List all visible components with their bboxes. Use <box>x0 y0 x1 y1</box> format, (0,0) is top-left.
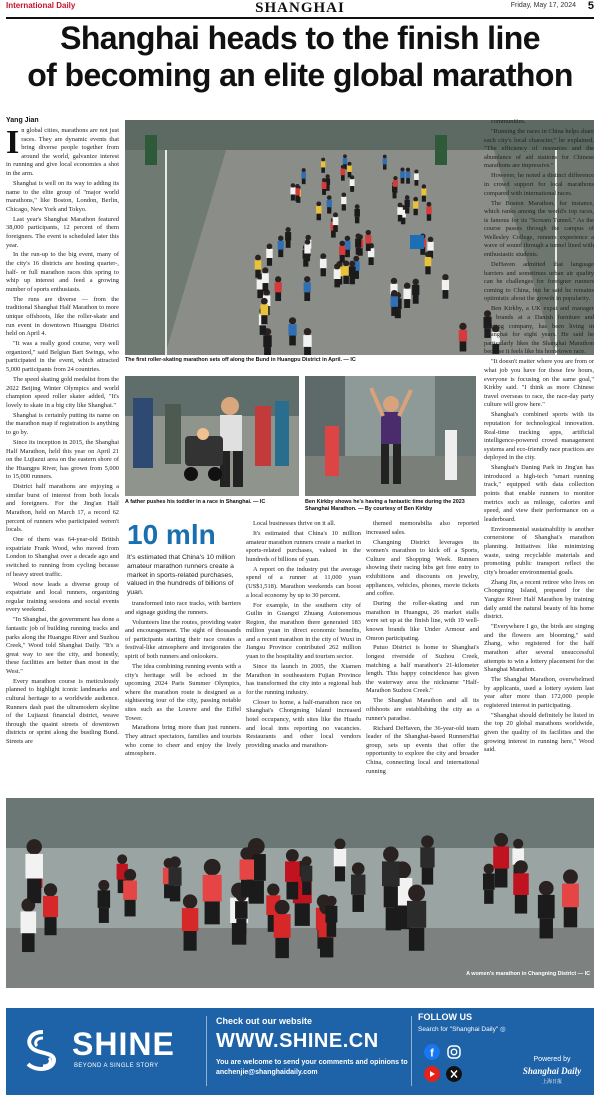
shine-ad-banner <box>6 1008 594 1095</box>
runner-figure <box>483 864 495 904</box>
byline: Yang Jian <box>6 117 39 124</box>
article-paragraph: The runs are diverse — from the traditional Shanghai Half Marathon to more unique offshoots, like the roller-skate and run event in downtown Huangpu District held on April 4. <box>6 295 119 338</box>
skater-figure <box>393 176 398 193</box>
article-paragraph: Closer to home, a half-marathon race on Shanghai's Chongming Island increased hotel occupancy, with sites like the Huadu and local inns reporting no vacancies. Restaurants and other local vendors providing snacks and marathon- <box>246 698 361 749</box>
article-paragraph: Shanghai's Daning Park in Jing'an has introduced a high-tech "smart running track," equipped with data collection points that enable runners to monitor metrics such as mileage, calories and speed, and view their performance on a leaderboard. <box>484 464 594 523</box>
runner-figure <box>301 856 312 895</box>
svg-text:f: f <box>430 1047 434 1060</box>
runner-figure <box>203 859 222 925</box>
article-paragraph: Changning District leverages its women's marathon to kick off a Sports, Culture and Shopping Week. Runners showing their racing bibs get free entry to exhibitions and discounts on jewelry, appliances, vehicles, phones, movie tickets and coffee. <box>366 538 479 598</box>
skater-figure <box>413 197 418 215</box>
article-column-1 <box>6 127 119 791</box>
article-paragraph: Richard DeHaven, the 36-year-old team leader of the Shanghai-based RunnersHai group, sets up events that offer the opportunity to explore the city and broader China, connecting local and international running <box>366 724 479 775</box>
skater-figure <box>403 283 410 308</box>
shine-logo-icon <box>22 1030 64 1074</box>
skater-figure <box>320 253 327 276</box>
skater-figure <box>285 227 291 248</box>
skater-figure <box>341 192 346 210</box>
x-icon[interactable] <box>446 1066 462 1082</box>
skater-figure <box>303 328 311 355</box>
article-paragraph: Wood now leads a diverse group of expatriate and local runners, organizing regular training sessions and social events every weekend. <box>6 580 119 614</box>
article-paragraph: Marathons bring more than just runners. They attract spectators, families and tourists who come to cheer and enjoy the lively atmosphere. <box>125 724 241 758</box>
skater-figure <box>343 260 350 284</box>
skater-figure <box>349 261 356 285</box>
shanghai-daily-chinese: 上海日报 <box>541 1079 562 1085</box>
runner-figure <box>25 839 43 899</box>
runner-figure <box>407 885 426 951</box>
article-paragraph: District half marathons are enjoying a similar burst of interest from both locals and foreigners. For the Jing'an Half Marathon, held on March 17, a record 62 percent of runners who participated weren't locals. <box>6 483 119 534</box>
masthead: SHANGHAI <box>255 0 345 16</box>
skater-figure <box>365 230 371 251</box>
headline <box>0 20 600 94</box>
runner-figure <box>334 838 346 881</box>
youtube-icon[interactable] <box>424 1066 440 1082</box>
shanghai-daily-logo: Shanghai Daily <box>522 1066 582 1076</box>
article-paragraph: In global cities, marathons are not just races. They are dynamic events that bring diverse people together from around the world, galvanize interest in running and give local economies a shot in the arm. <box>6 127 119 177</box>
skater-figure <box>355 233 361 254</box>
article-paragraph: Local businesses thrive on it all. <box>253 520 336 527</box>
article-paragraph: It's estimated that China's 10 million amateur marathon runners create a market in sports-related purchases, valued in the hundreds of billions of yuan. <box>246 529 361 563</box>
page-number: 5 <box>587 0 594 12</box>
article-column-3 <box>246 520 361 792</box>
skater-figure <box>350 175 355 192</box>
article-paragraph: The speed skating gold medalist from the 2022 Beijing Winter Olympics and world champion speed roller skater added, "It's lovely to skate in a big city like Shanghai." <box>6 375 119 409</box>
article-paragraph: Putuo District is home to Shanghai's longest riverside of Suzhou Creek, matching a half marathon's 21-kilometer length. This happy coincidence has given the waterway area the nickname "Half-Marathon Suzhou Creek." <box>366 644 479 695</box>
article-paragraph: Last year's Shanghai Marathon featured 38,000 participants, 12 percent of them foreigners. The event is scheduled later this year. <box>6 215 119 249</box>
article-paragraph: During the roller-skating and run marathon in Huangpu, 26 market stalls were set up at the finish line, with 19 well-known brands like Under Armour and Omron participating. <box>366 600 479 642</box>
runner-figure <box>351 862 365 912</box>
skater-figure <box>255 255 262 278</box>
article-paragraph: "In Shanghai, the government has done a fantastic job of building running tracks and parks along the Huangpu River and Suzhou Creek," Wood told Shanghai Daily. "It's a great way to see the city, and honestly, these facilities are better than most in the West." <box>6 616 119 675</box>
article-paragraph: communities. <box>491 118 526 125</box>
skater-figure <box>421 184 426 201</box>
pull-quote-number: 10 mln <box>127 519 216 550</box>
skater-figure <box>262 267 269 291</box>
runner-figure <box>20 898 36 952</box>
article-column-5 <box>484 118 594 792</box>
article-paragraph: Shanghai is certainly putting its name on the marathon map if registration is anything to go by. <box>6 411 119 436</box>
article-paragraph: One of them was 64-year-old British expatriate Frank Wood, who moved from London to Shanghai over a decade ago and switched to running from cycling because of heavy street traffic. <box>6 536 119 578</box>
skater-figure <box>288 317 296 345</box>
skater-figure <box>321 158 325 173</box>
skater-figure <box>383 155 387 170</box>
article-paragraph: "Running the races in China helps share each city's local character," he explained. "The efficiency of resources and the abundance of aid stations for Chinese marathons are impressive." <box>484 127 594 170</box>
runner-figure <box>168 856 181 901</box>
article-paragraph: Volunteers line the routes, providing water and encouragement. The sight of thousands of participants starting their race creates a festival-like atmosphere and invigorates the spirit of both runners and onlookers. <box>125 618 241 660</box>
article-paragraph: The Shanghai Marathon, overwhelmed by applicants, used a lottery system last year after more than 172,000 people registered interest in participating. <box>484 676 594 709</box>
article-paragraph: Shanghai is well on its way to adding its name to the elite group of "major world marathons," like Boston, London, Berlin, Chicago, New York and Tokyo. <box>6 179 119 213</box>
skater-figure <box>347 162 352 178</box>
article-paragraph: themed memorabilia also reported increased sales. <box>366 520 479 536</box>
article-paragraph: Environmental sustainability is another cornerstone of Shanghai's marathon planning. Initiatives like minimizing waste, using recyclable materials and promoting public transport reflect the city's broader environmental goals. <box>484 525 594 576</box>
skater-figure <box>275 276 282 301</box>
skater-figure <box>397 203 402 222</box>
skater-figure <box>304 276 311 301</box>
runner-figure <box>98 880 111 923</box>
feedback-text: You are welcome to send your comments and opinions to anchenjie@shanghaidaily.com <box>216 1059 408 1076</box>
skater-figure <box>301 168 306 184</box>
runner-figure <box>562 869 579 927</box>
skater-figure <box>405 195 410 213</box>
skater-figure <box>260 298 268 325</box>
skater-figure <box>290 183 295 200</box>
skater-figure <box>425 251 432 274</box>
runner-figure <box>493 833 509 887</box>
runner-figure <box>382 847 400 908</box>
article-paragraph: Shanghai's combined sports with its reputation for technological innovation. Real-time tracking apps, artificial intelligence-powered crowd management systems and eco-friendly race practices are deployed in the city. <box>484 411 594 462</box>
article-paragraph: transformed into race tracks, with barriers and signage guiding the runners. <box>125 600 241 616</box>
article-paragraph: "Shanghai should definitely be listed in the top 20 global marathons worldwide, given the quality of its facilities and the growing interest in running here," Wood said. <box>484 711 594 754</box>
skater-figure <box>400 167 405 183</box>
article-paragraph: However, he noted a distinct difference in crowd support for local marathons compared with international races. <box>484 172 594 197</box>
article-paragraph: The idea combining running events with a city's heritage will be echoed in the upcoming 2024 Paris Summer Olympics, where the marathon route is designed as a sightseeing tour of the city, passing notable sites such as the Louvre and the Eiffel Tower. <box>125 662 241 722</box>
kirkby-photo <box>305 376 476 496</box>
skater-figure <box>333 212 339 232</box>
article-paragraph: Since its launch in 2005, the Xiamen Marathon in southeastern Fujian Province has transformed the city into a regional hub for the running industry. <box>246 663 361 696</box>
skater-figure <box>327 195 332 213</box>
article-paragraph: "It was a really good course, very well organized," said Belgian Bart Swings, who participated in the event, which attracted 5,000 participants from 24 countries. <box>6 340 119 373</box>
skater-figure <box>304 239 310 261</box>
pull-quote-text: It's estimated that China's 10 million amateur marathon runners create a market in sports-related purchases, valued in the hundreds of billions of yuan. <box>127 554 235 597</box>
skaters-caption: The first roller-skating marathon sets off along the Bund in Huangpu District in April. — IC <box>125 357 356 363</box>
runner-figure <box>420 835 434 884</box>
skater-figure <box>459 323 467 352</box>
follow-us-label: FOLLOW US <box>418 1012 472 1022</box>
runner-figure <box>43 883 58 935</box>
runner-figure <box>538 881 555 939</box>
drop-cap: I <box>6 127 20 161</box>
father-photo <box>125 376 299 496</box>
article-paragraph: Every marathon course is meticulously planned to highlight iconic landmarks and cultural heritage to a worldwide audience. Runners dash past the ultramodern skyline of the Lujiazui financial district, weave through the quaint streets of downtown districts or sprint along the bustling Bund. Streets are <box>6 677 119 746</box>
wechat-icon: ◎ <box>499 1026 506 1033</box>
footer-divider-2 <box>411 1016 412 1086</box>
article-paragraph: DeHaven admitted that language barriers and sometimes urban air quality can be challenges for foreigner runners coming to China, but he said he remains optimistic about the growth in popularity. <box>484 261 594 303</box>
article-paragraph: "It doesn't matter where you are from or what job you have for those few hours, everyone is focusing on the same goal," Kirkby said. "I think as more Chinese travel overseas to race, the race-day party culture will grow here." <box>484 358 594 409</box>
instagram-icon[interactable] <box>446 1044 462 1060</box>
runner-figure <box>274 900 291 958</box>
kirkby-caption: Ben Kirkby shows he's having a fantastic time during the 2023 Shanghai Marathon. — By courtesy of Ben Kirkby <box>305 499 465 512</box>
skater-figure <box>412 279 419 304</box>
father-caption: A father pushes his toddler in a race in Shanghai. — IC <box>125 499 266 505</box>
women-marathon-caption: A women's marathon in Changning District — IC <box>466 971 590 977</box>
skater-figure <box>295 184 300 201</box>
article-paragraph: Zhang Jin, a recent retiree who lives on Chongming Island, prepared for the Yangtze River Half Marathon by training daily amid the natural beauty of his home district. <box>484 578 594 621</box>
pull-quote <box>127 520 242 598</box>
article-column-4 <box>366 520 479 792</box>
runner-figure <box>285 849 300 899</box>
page-header <box>0 0 600 16</box>
facebook-icon[interactable] <box>424 1044 440 1060</box>
skater-figure <box>334 263 341 287</box>
runner-figure <box>123 869 137 917</box>
headline-line-2: of becoming an elite global marathon <box>27 57 573 93</box>
skater-figure <box>339 241 345 263</box>
skater-figure <box>322 178 327 195</box>
skater-figure <box>442 274 449 299</box>
runner-figure <box>513 860 528 913</box>
skater-figure <box>354 204 360 223</box>
header-rule <box>6 17 594 19</box>
article-paragraph: The Shanghai Marathon and all its offshoots are establishing the city as a runner's paradise. <box>366 697 479 722</box>
skater-figure <box>341 165 346 181</box>
article-paragraph: Ben Kirkby, a UK expat and manager for brands at a Danish furniture and lighting company, has been living in Shanghai for eight years. He said he particularly likes the Shanghai Marathon because it feels like his hometown race. <box>484 305 594 356</box>
footer-divider <box>206 1016 207 1086</box>
powered-by-label: Powered by <box>533 1056 571 1063</box>
skater-figure <box>406 168 411 184</box>
website-link[interactable]: WWW.SHINE.CN <box>216 1030 379 1052</box>
checkout-text: Check out our website <box>216 1016 313 1026</box>
search-hint: Search for "Shanghai Daily" ◎ <box>418 1026 506 1033</box>
runner-figure <box>325 896 337 937</box>
article-column-2 <box>125 600 241 792</box>
article-paragraph: A report on the industry put the average spend of a runner at 11,000 yuan (US$1,518). Marathon weekends can boost a local economy by up to 30 percent. <box>246 565 361 599</box>
skater-figure <box>426 202 431 221</box>
runner-figure <box>182 894 198 950</box>
runner-figure <box>240 847 255 897</box>
article-paragraph: "Everywhere I go, the birds are singing and the flowers are blooming," said Zhang, who registered for the half marathon after several unsuccessful attempts to win a lottery placement for the Shanghai Marathon. <box>484 623 594 674</box>
skater-figure <box>266 244 272 266</box>
skater-figure <box>316 201 321 220</box>
women-marathon-photo <box>6 798 594 988</box>
article-paragraph: In the run-up to the big event, many of the city's 16 districts are hosting quarter-, half- or full marathon races this spring to whip up interest and feed a growing number of sports enthusiasts. <box>6 251 119 293</box>
shine-tagline: BEYOND A SINGLE STORY <box>74 1063 159 1069</box>
issue-date: Friday, May 17, 2024 <box>510 2 576 9</box>
article-paragraph: For example, in the southern city of Guilin in Guangxi Zhuang Autonomous Region, the marathon there generated 183 million yuan in direct economic benefits, and a recent marathon in the city of Wuxi in Jiangsu Province contributed 262 million yuan to the hospitality and tourism sector. <box>246 601 361 661</box>
headline-line-1: Shanghai heads to the finish line <box>60 20 540 56</box>
article-paragraph: The Boston Marathon, for instance, which ranks among the world's top races, is famous for its "Scream Tunnel." As the course passes through the campus of Wellesley College, runners experience a wave of sound through a tunnel lined with enthusiastic students. <box>484 199 594 259</box>
article-paragraph: Since its inception in 2015, the Shanghai Half Marathon, held this year on April 21 on the Lujiazui area on the eastern shore of the Huangpu River, has grown from 5,000 to 15,000 runners. <box>6 438 119 481</box>
skater-figure <box>278 236 284 258</box>
section-label: International Daily <box>6 1 76 10</box>
skater-figure <box>391 290 399 316</box>
shine-brand: SHINE <box>72 1026 175 1062</box>
skater-figure <box>414 169 419 185</box>
